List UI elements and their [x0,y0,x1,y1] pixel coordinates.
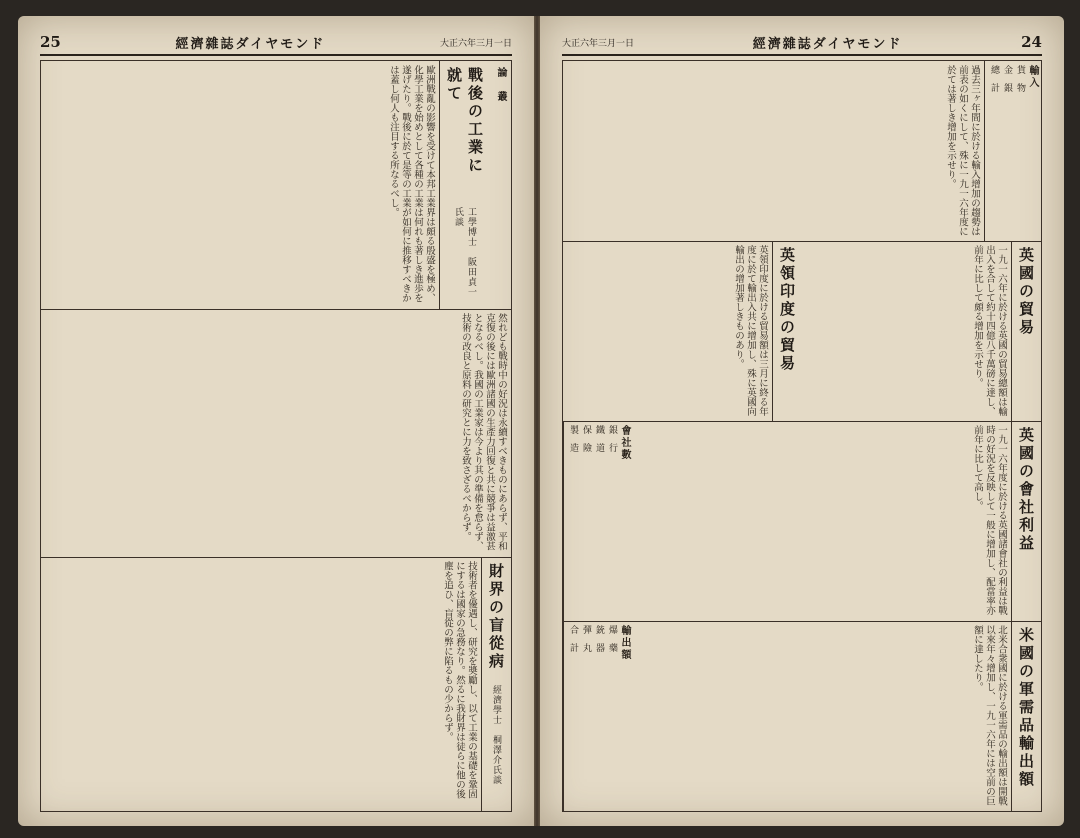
article-body: 然れども戰時中の好況は永續すべきものにあらず、平和克復の後には歐洲諸國の生產力回復と共に競爭は益激甚となるべし。我國の工業家は今より其の準備を怠らず、技術の改良と原料の研究とに力を致さざるべからず。 [460,313,507,551]
table-row: 彈 丸 [581,625,591,652]
right-band-3 [563,421,1041,622]
article-body: 過去三ヶ年間に於ける輸入增加の趨勢は前表の如くにして、殊に一九一六年度に於ては著しき增加を示せり。 [945,65,980,236]
table-caption: 輸出額 [619,625,630,661]
article-title: 米國の軍需品輸出額 [1017,627,1035,789]
article-heading [1011,621,1041,811]
issue-date: 大正六年三月一日 [562,38,635,49]
article-author: 經濟學士 桐澤介氏談 [491,685,501,785]
article-body: 一九一六年に於ける英國の貿易總額は輸出入を合して約十四億八千萬磅に達し、前年に比して頗る增加を示せり。 [972,245,1007,416]
article-heading [772,241,802,421]
article-title: 英領印度の貿易 [778,247,796,373]
section-tag: 論 叢 [495,67,506,103]
article-title: 英國の會社利益 [1017,427,1035,553]
table-row: 銃 器 [594,625,604,652]
article-body: 一九一六年度に於ける英國諸會社の利益は戰時の好況を反映して一般に增加し、配當率亦前年に比して高し。 [972,425,1007,615]
table-row: 爆 藥 [607,625,617,652]
article-author: 工學博士 阪田貞一氏談 [453,206,476,297]
masthead: 經濟雜誌ダイヤモンド [175,36,326,52]
issue-date: 大正六年三月一日 [439,38,512,49]
table-row: 製 造 [568,425,578,452]
left-band-1 [41,61,511,310]
table-row: 銀 行 [607,425,617,452]
left-page-header [40,30,512,56]
right-page-header [562,30,1042,56]
table-row: 鐵 道 [594,425,604,452]
table-caption: 輸入 [1027,65,1038,89]
article-heading [1011,421,1041,621]
article-title: 戰後の工業に就て [445,67,484,175]
left-band-2 [41,309,511,558]
page-number: 25 [40,33,61,51]
table-caption: 會社數 [619,425,630,461]
article-heading [1011,241,1041,421]
table-row: 保 險 [581,425,591,452]
right-band-2 [563,241,1041,422]
table-row: 貨 物 [1015,65,1025,92]
article-body: 英領印度に於ける貿易額は三月に終る年度に於て輸出入共に增加し、殊に英國向輸出の增加著しきものあり。 [733,245,768,416]
left-band-3 [41,557,511,811]
table-row: 合 計 [568,625,578,652]
left-page-frame [40,60,512,812]
article-title: 財界の盲從病 [487,563,505,671]
table-row: 總 計 [989,65,999,92]
right-page [540,16,1064,826]
article-body: 北米合衆國に於ける軍需品の輸出額は開戰以來年々增加し、一九一六年には空前の巨額に達したり。 [972,625,1007,806]
article-body: 歐洲戰亂の影響を受けて本邦工業界は頗る殷盛を極め、化學工業を始めとして各種の工業は何れも著しき進歩を遂げたり。戰後に於て是等の工業が如何に推移すべきかは蓋し何人も注目する所なるべし。 [388,65,435,303]
right-band-1 [563,61,1041,242]
company-table [563,421,633,621]
left-page [18,16,534,826]
masthead: 經濟雜誌ダイヤモンド [752,36,903,52]
right-band-4 [563,621,1041,811]
article-heading [439,61,490,309]
article-body: 技術者を優遇し、研究を奬勵し、以て工業の基礎を鞏固にするは國家の急務なり。然るに我財界は徒らに他の後塵を追ひ、盲從の弊に陷るもの少からず。 [442,561,477,799]
article-heading [481,557,511,811]
right-page-frame [562,60,1042,812]
page-number: 24 [1021,33,1042,51]
article-title: 英國の貿易 [1017,247,1035,337]
import-table [984,61,1041,241]
munitions-table [563,621,633,811]
table-row: 金 銀 [1002,65,1012,92]
